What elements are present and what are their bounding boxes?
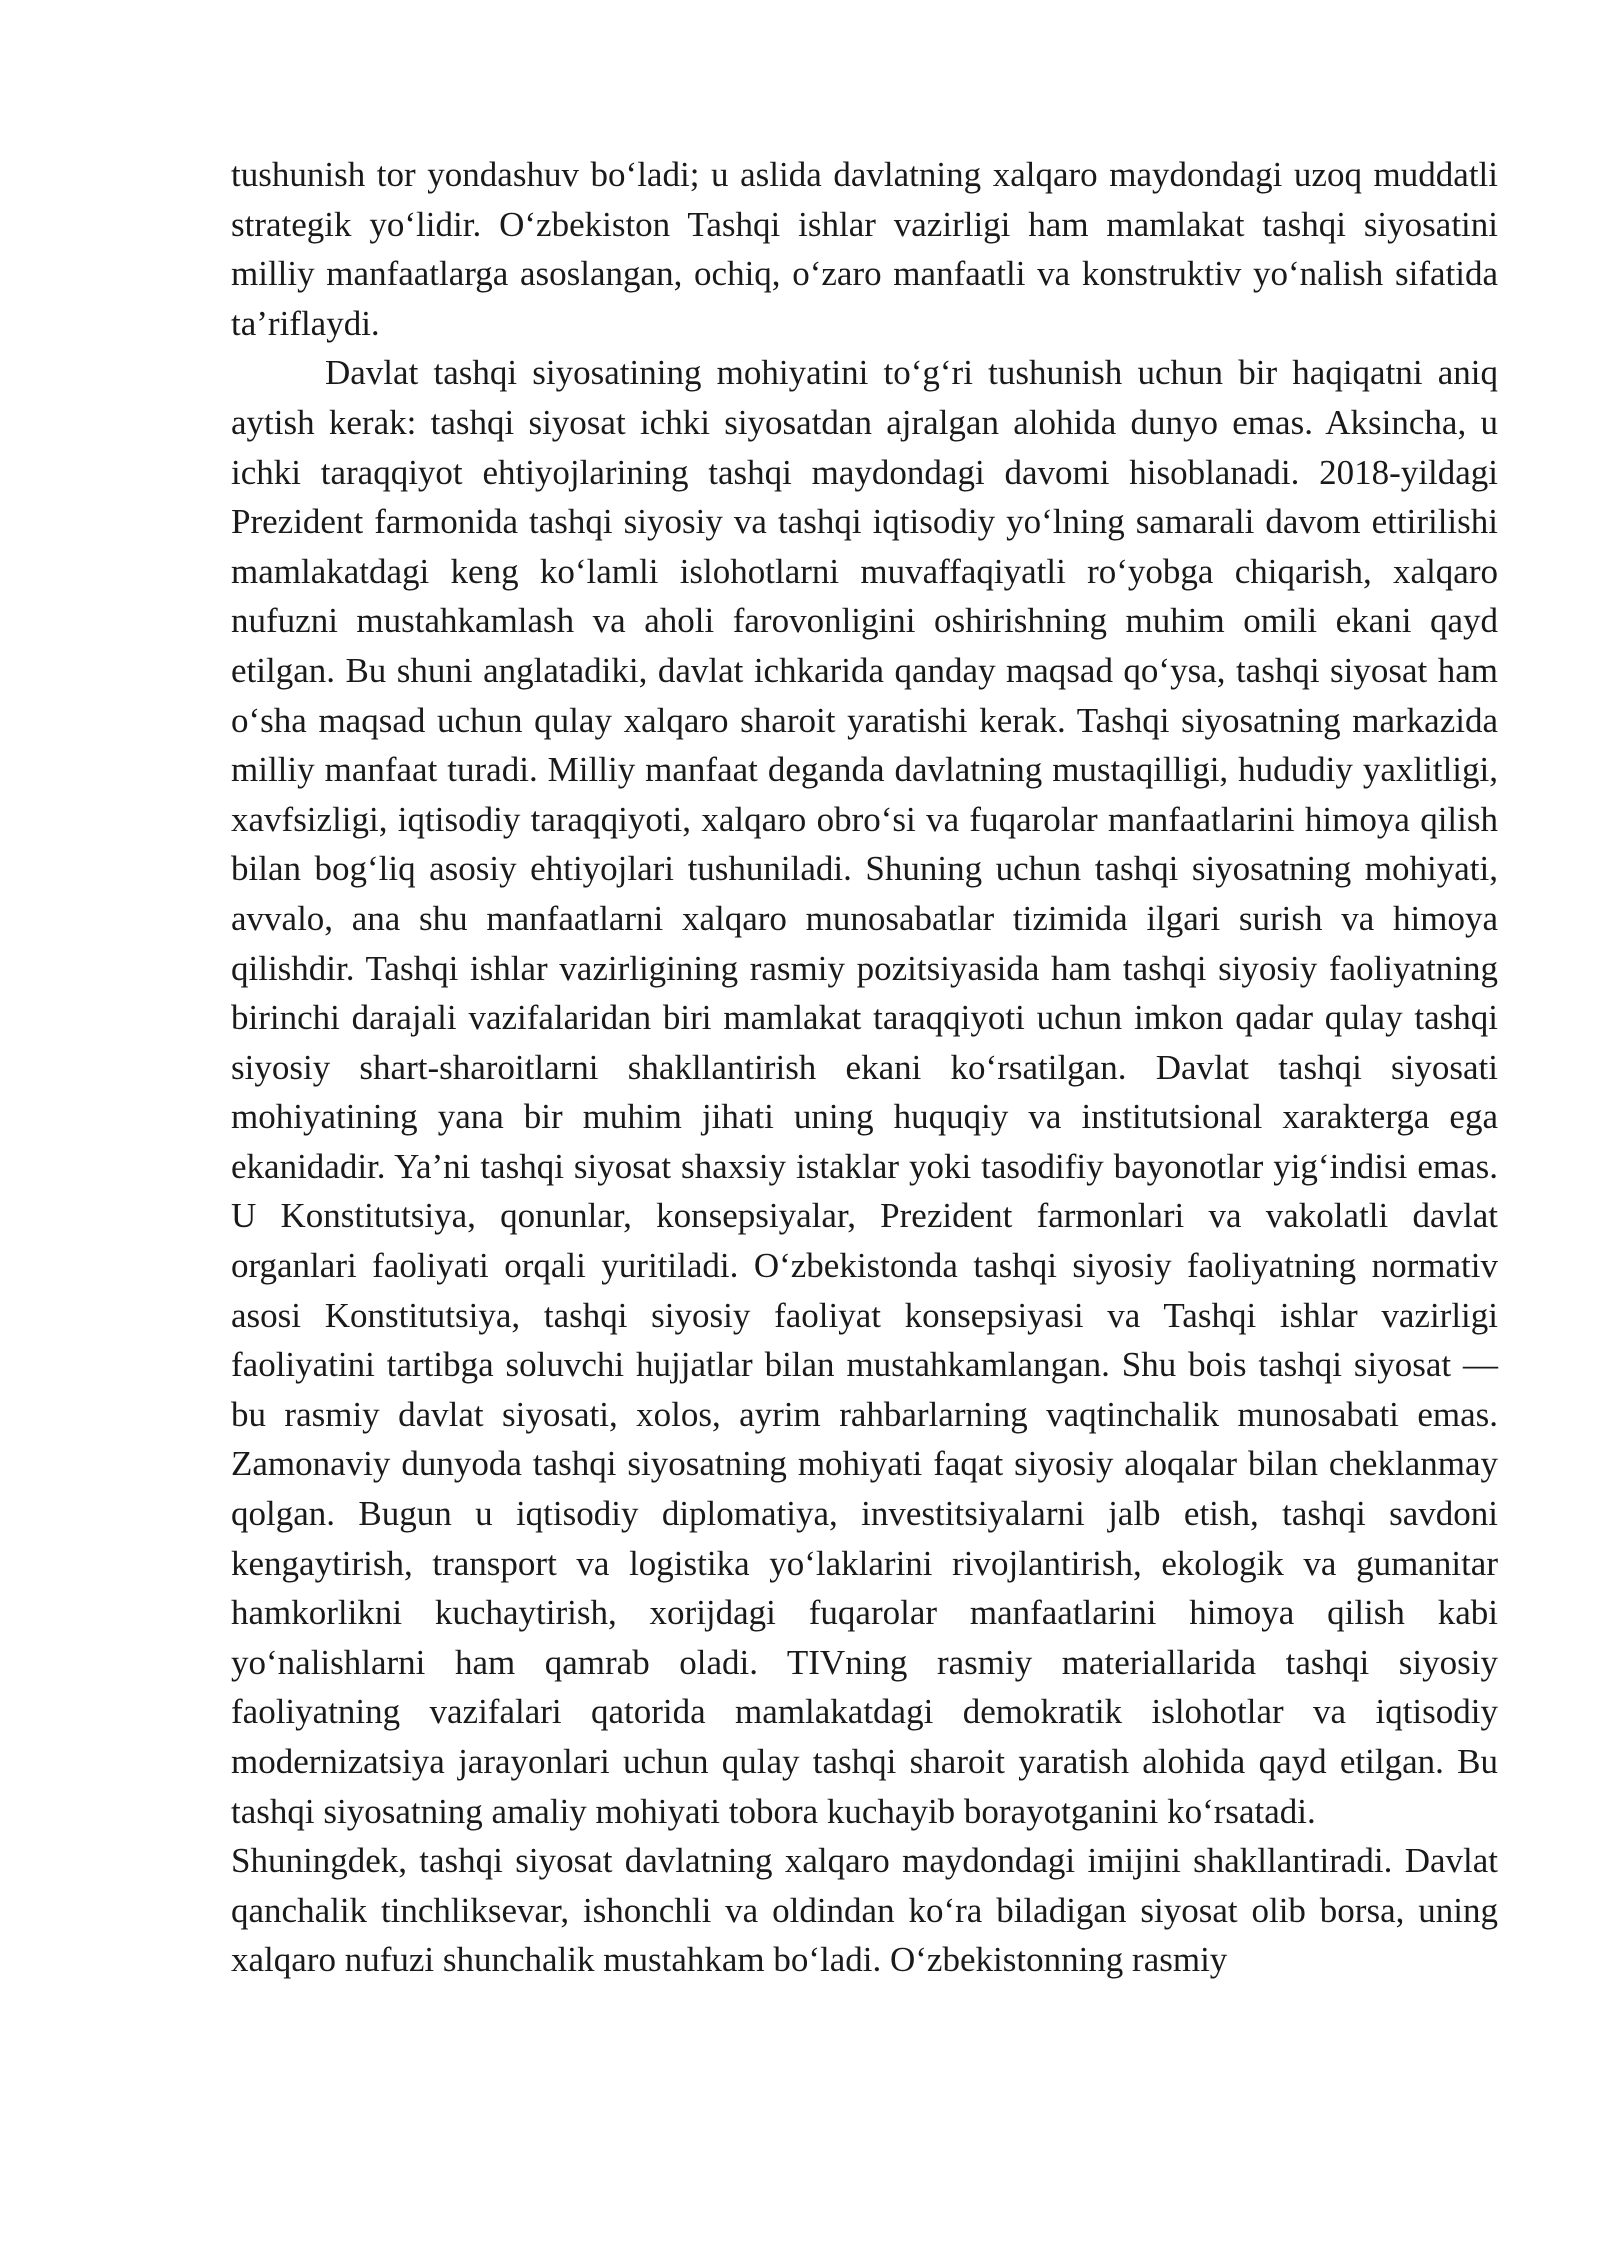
paragraph-continuation: tushunish tor yondashuv bo‘ladi; u aslida davlatning xalqaro maydondagi uzoq muddatli strategik yo‘lidir. O‘zbekiston Tashqi ishlar vazirligi ham mamlakat tashqi siyosatini milliy manfaatlarga asoslangan, ochiq, o‘zaro manfaatli va konstruktiv yo‘nalish sifatida ta’riflaydi. xyxy=(231,155,1498,343)
paragraph-final: Shuningdek, tashqi siyosat davlatning xalqaro maydondagi imijini shakllantiradi. Davlat qanchalik tinchliksevar, ishonchli va oldindan ko‘ra biladigan siyosat olib borsa, uning xalqaro nufuzi shunchalik mustahkam bo‘ladi. O‘zbekistonning rasmiy xyxy=(231,1841,1498,1980)
document-body xyxy=(231,150,1498,1985)
paragraph-main: Davlat tashqi siyosatining mohiyatini to‘g‘ri tushunish uchun bir haqiqatni aniq aytish kerak: tashqi siyosat ichki siyosatdan ajralgan alohida dunyo emas. Aksincha, u ichki taraqqiyot ehtiyojlarining tashqi maydondagi davomi hisoblanadi. 2018-yildagi Prezident farmonida tashqi siyosiy va tashqi iqtisodiy yo‘lning samarali davom ettirilishi mamlakatdagi keng ko‘lamli islohotlarni muvaffaqiyatli ro‘yobga chiqarish, xalqaro nufuzni mustahkamlash va aholi farovonligini oshirishning muhim omili ekani qayd etilgan. Bu shuni anglatadiki, davlat ichkarida qanday maqsad qo‘ysa, tashqi siyosat ham o‘sha maqsad uchun qulay xalqaro sharoit yaratishi kerak. Tashqi siyosatning markazida milliy manfaat turadi. Milliy manfaat deganda davlatning mustaqilligi, hududiy yaxlitligi, xavfsizligi, iqtisodiy taraqqiyoti, xalqaro obro‘si va fuqarolar manfaatlarini himoya qilish bilan bog‘liq asosiy ehtiyojlari tushuniladi. Shuning uchun tashqi siyosatning mohiyati, avvalo, ana shu manfaatlarni xalqaro munosabatlar tizimida ilgari surish va himoya qilishdir. Tashqi ishlar vazirligining rasmiy pozitsiyasida ham tashqi siyosiy faoliyatning birinchi darajali vazifalaridan biri mamlakat taraqqiyoti uchun imkon qadar qulay tashqi siyosiy shart-sharoitlarni shakllantirish ekani ko‘rsatilgan. Davlat tashqi siyosati mohiyatining yana bir muhim jihati uning huquqiy va institutsional xarakterga ega ekanidadir. Ya’ni tashqi siyosat shaxsiy istaklar yoki tasodifiy bayonotlar yig‘indisi emas. U Konstitutsiya, qonunlar, konsepsiyalar, Prezident farmonlari va vakolatli davlat organlari faoliyati orqali yuritiladi. O‘zbekistonda tashqi siyosiy faoliyatning normativ asosi Konstitutsiya, tashqi siyosiy faoliyat konsepsiyasi va Tashqi ishlar vazirligi faoliyatini tartibga soluvchi hujjatlar bilan mustahkamlangan. Shu bois tashqi siyosat — bu rasmiy davlat siyosati, xolos, ayrim rahbarlarning vaqtinchalik munosabati emas. Zamonaviy dunyoda tashqi siyosatning mohiyati faqat siyosiy aloqalar bilan cheklanmay qolgan. Bugun u iqtisodiy diplomatiya, investitsiyalarni jalb etish, tashqi savdoni kengaytirish, transport va logistika yo‘laklarini rivojlantirish, ekologik va gumanitar hamkorlikni kuchaytirish, xorijdagi fuqarolar manfaatlarini himoya qilish kabi yo‘nalishlarni ham qamrab oladi. TIVning rasmiy materiallarida tashqi siyosiy faoliyatning vazifalari qatorida mamlakatdagi demokratik islohotlar va iqtisodiy modernizatsiya jarayonlari uchun qulay tashqi sharoit yaratish alohida qayd etilgan. Bu tashqi siyosatning amaliy mohiyati tobora kuchayib borayotganini ko‘rsatadi. xyxy=(231,353,1498,1831)
